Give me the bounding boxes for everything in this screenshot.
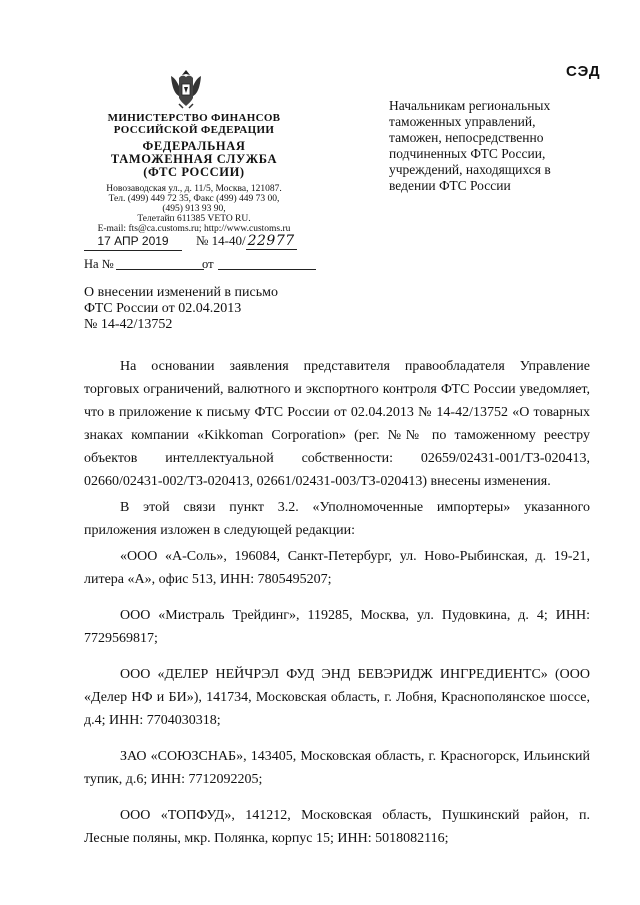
registration-number-handwritten: 22977	[247, 233, 295, 249]
addressee-block	[389, 98, 589, 194]
reply-from-blank-line	[218, 269, 316, 270]
body-paragraph-intro	[84, 355, 590, 493]
contact-line: Новозаводская ул., д. 11/5, Москва, 121087.	[106, 184, 282, 194]
addressee-line: таможен, непосредственно	[389, 130, 544, 145]
reply-to-blank-line	[116, 269, 204, 270]
addressee-line: учреждений, находящихся в	[389, 162, 551, 177]
addressee-line: ведении ФТС России	[389, 178, 511, 193]
contact-line: Телетайп 611385 VETO RU.	[137, 214, 251, 224]
letter-subject	[84, 285, 278, 333]
subject-line: ФТС России от 02.04.2013	[84, 301, 242, 316]
importer-entry: ЗАО «СОЮЗСНАБ», 143405, Московская область, г. Красногорск, Ильинский тупик, д.6; ИНН: 7712092205;	[84, 749, 590, 787]
ministry-line: РОССИЙСКОЙ ФЕДЕРАЦИИ	[113, 124, 275, 136]
addressee-line: Начальникам региональных	[389, 98, 551, 113]
service-line: (ФТС РОССИИ)	[143, 165, 245, 179]
body-paragraph-section	[84, 496, 590, 542]
contact-line: E-mail: fts@ca.customs.ru; http://www.customs.ru	[97, 224, 291, 234]
addressee-line: таможенных управлений,	[389, 114, 536, 129]
service-line: ТАМОЖЕННАЯ СЛУЖБА	[110, 152, 278, 166]
registration-number-prefix: № 14-40/	[196, 233, 246, 248]
importer-entry: ООО «ТОПФУД», 141212, Московская область, Пушкинский район, п. Лесные поляны, мкр. Полянка, корпус 15; ИНН: 5018082116;	[84, 808, 590, 846]
service-header	[84, 140, 304, 179]
subject-line: О внесении изменений в письмо	[84, 285, 278, 300]
importer-entry: ООО «ДЕЛЕР НЕЙЧРЭЛ ФУД ЭНД БЕВЭРИДЖ ИНГРЕДИЕНТС» (ООО «Делер НФ и БИ»), 141734, Московская область, г. Лобня, Краснополянское шоссе, д.4; ИНН: 7704030318;	[84, 667, 590, 728]
importers-list	[84, 545, 590, 850]
registration-date: 17 АПР 2019	[84, 234, 182, 251]
sed-marking: СЭД	[566, 63, 601, 80]
service-line: ФЕДЕРАЛЬНАЯ	[142, 139, 246, 153]
body-paragraph: На основании заявления представителя правообладателя Управление торговых ограничений, валютного и экспортного контроля ФТС России уведомляет, что в приложение к письму ФТС России от 02.04.2013 № 14-42/13752 «О товарных знаках компании «Kikkoman Corporation» (рег. №№ по таможенному реестру объектов интеллектуальной собственности: 02659/02431-001/ТЗ-020413, 02660/02431-002/ТЗ-020413, 02661/02431-003/ТЗ-020413) внесены изменения.	[84, 359, 590, 489]
subject-line: № 14-42/13752	[84, 317, 173, 332]
reply-to-label: На №	[84, 257, 114, 271]
reply-to-number	[84, 257, 204, 272]
contact-line: Тел. (499) 449 72 35, Факс (499) 449 73 00,	[108, 194, 280, 204]
addressee-line: подчиненных ФТС России,	[389, 146, 546, 161]
ministry-header	[84, 112, 304, 136]
ministry-line: МИНИСТЕРСТВО ФИНАНСОВ	[107, 112, 281, 124]
contact-line: (495) 913 93 90,	[162, 204, 226, 214]
reply-from-label: от	[202, 257, 214, 271]
registration-number	[196, 233, 316, 249]
importer-entry: ООО «Мистраль Трейдинг», 119285, Москва, ул. Пудовкина, д. 4; ИНН: 7729569817;	[84, 608, 590, 646]
sender-contacts	[84, 184, 304, 234]
importer-entry: «ООО «А-Соль», 196084, Санкт-Петербург, ул. Ново-Рыбинская, д. 19-21, литера «А», офис 513, ИНН: 7805495207;	[84, 549, 590, 587]
coat-of-arms-emblem-icon	[167, 66, 205, 110]
body-paragraph: В этой связи пункт 3.2. «Уполномоченные импортеры» указанного приложения изложен в следующей редакции:	[84, 500, 590, 538]
reply-from-date	[202, 257, 316, 272]
